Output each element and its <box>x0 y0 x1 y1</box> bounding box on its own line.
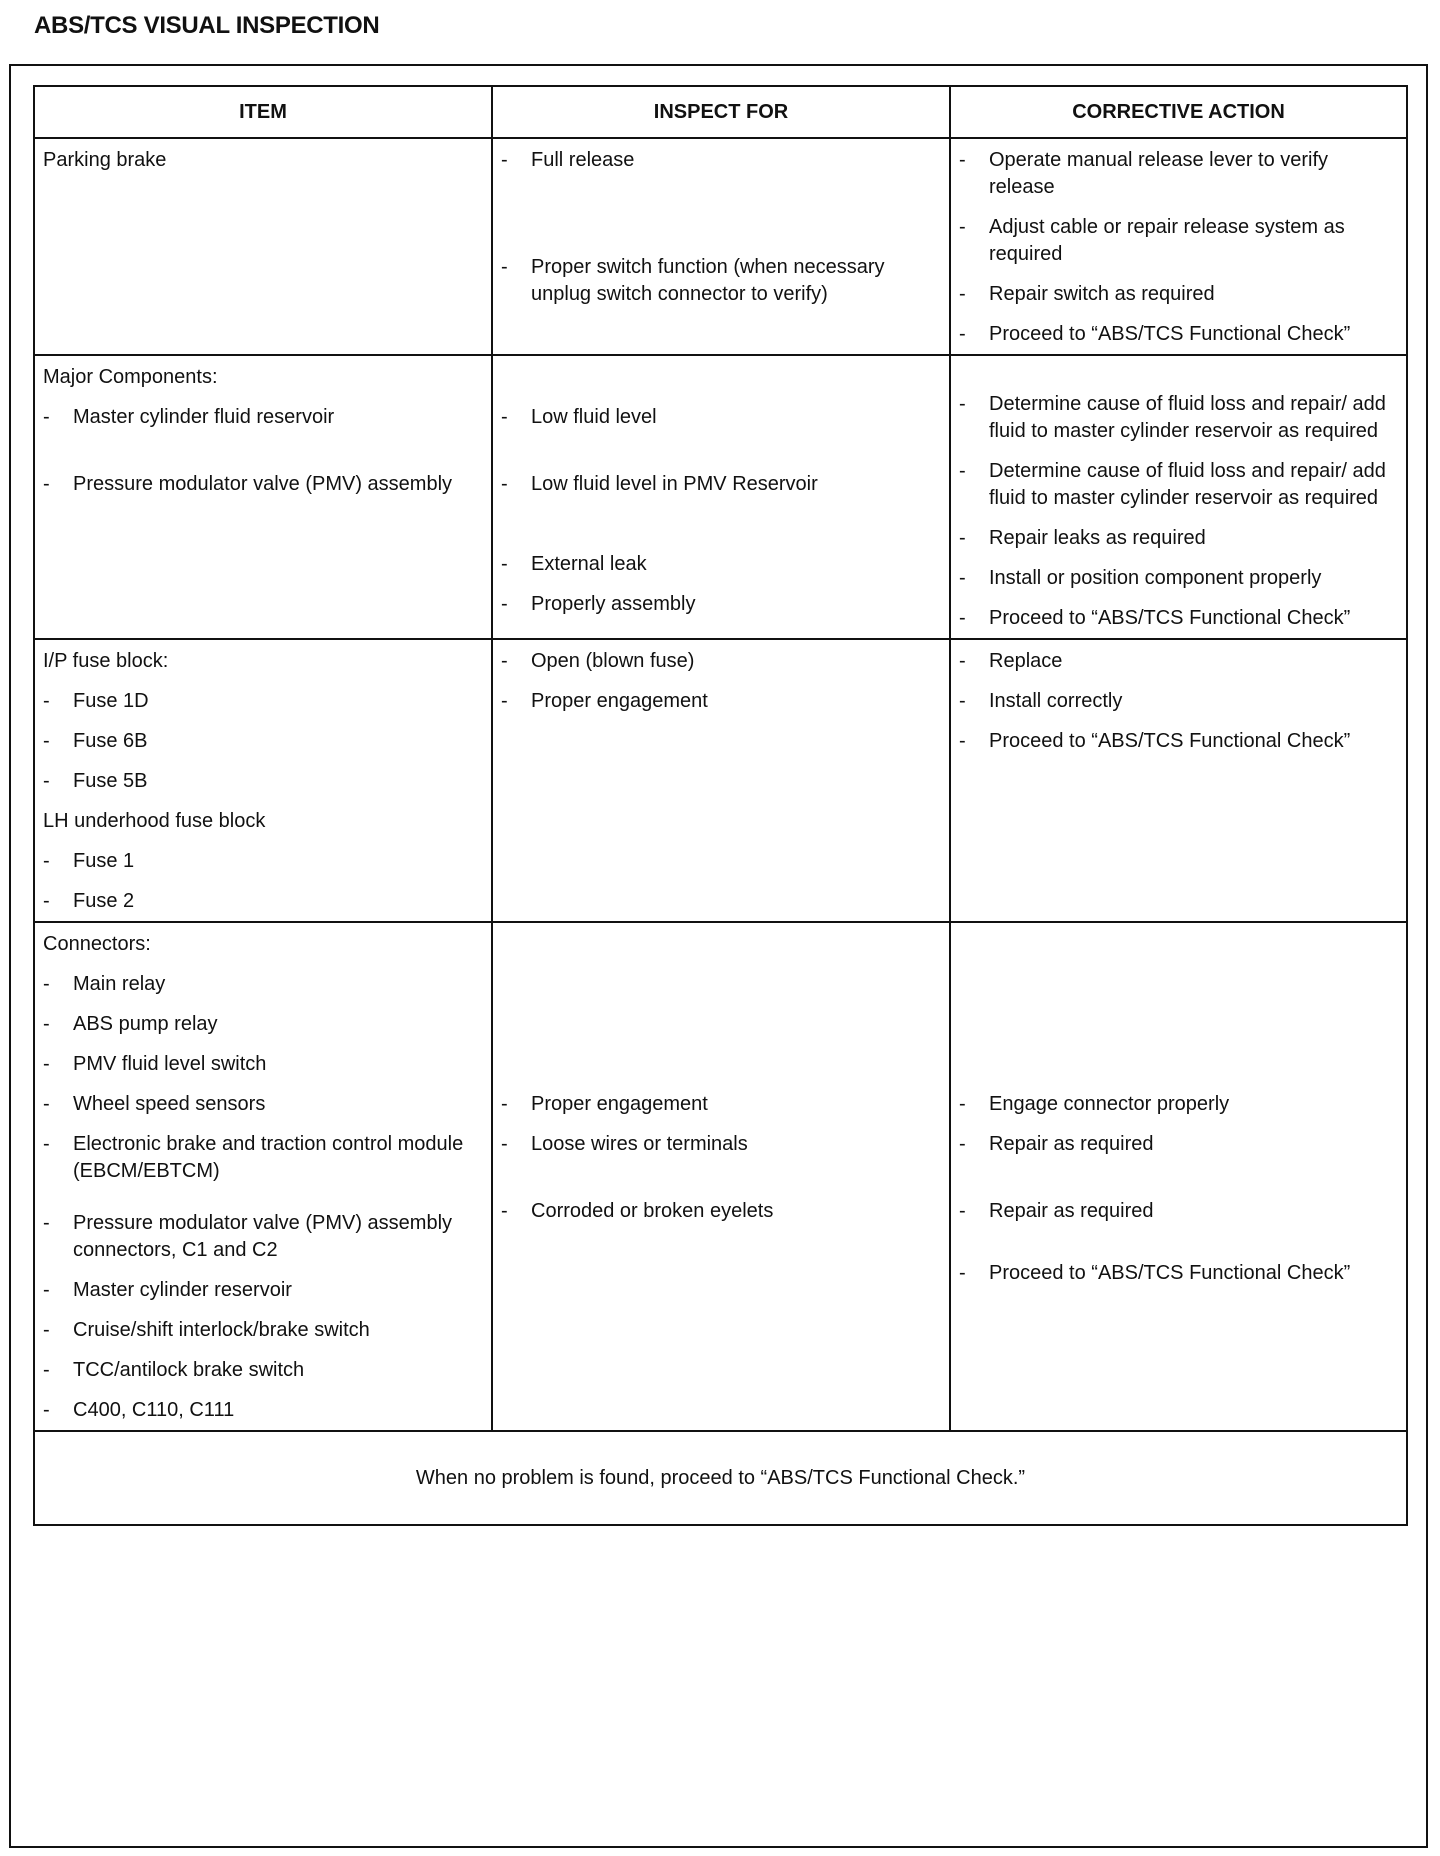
list-item: - Low fluid level in PMV Reservoir <box>501 473 818 495</box>
inspect-cell <box>492 355 950 639</box>
list-item: - Proceed to “ABS/TCS Functional Check” <box>959 607 1351 629</box>
item-cell <box>34 355 492 639</box>
item-cell <box>34 138 492 355</box>
list-item: - Properly assembly <box>501 593 696 615</box>
table-row <box>34 639 1407 922</box>
item-heading: LH underhood fuse block <box>43 810 266 832</box>
item-heading: Major Components: <box>43 366 218 388</box>
document-title: ABS/TCS VISUAL INSPECTION <box>34 12 380 39</box>
list-item: - Proper engagement <box>501 690 708 712</box>
inspection-table <box>33 85 1408 1526</box>
table-row <box>34 922 1407 1431</box>
list-item: - Adjust cable or repair release system as required <box>959 216 1345 265</box>
list-item: - Corroded or broken eyelets <box>501 1200 774 1222</box>
footer-note: When no problem is found, proceed to “ABS/TCS Functional Check.” <box>34 1431 1407 1525</box>
list-item: - Repair switch as required <box>959 283 1215 305</box>
item-cell <box>34 639 492 922</box>
list-item: - Engage connector properly <box>959 1093 1230 1115</box>
list-item: - Main relay <box>43 973 166 995</box>
header-inspect-for: INSPECT FOR <box>492 86 950 138</box>
list-item: - Repair as required <box>959 1133 1154 1155</box>
list-item: - Install correctly <box>959 690 1123 712</box>
action-cell <box>950 355 1407 639</box>
list-item: - Fuse 6B <box>43 730 148 752</box>
list-item: - C400, C110, C111 <box>43 1399 235 1421</box>
list-item: - Fuse 1 <box>43 850 135 872</box>
list-item: - Operate manual release lever to verify release <box>959 149 1329 198</box>
list-item: - Repair as required <box>959 1200 1154 1222</box>
header-corrective-action: CORRECTIVE ACTION <box>950 86 1407 138</box>
table-row <box>34 138 1407 355</box>
list-item: - Proceed to “ABS/TCS Functional Check” <box>959 1262 1351 1284</box>
list-item: - Loose wires or terminals <box>501 1133 748 1155</box>
item-heading: Parking brake <box>43 149 167 171</box>
list-item: - ABS pump relay <box>43 1013 218 1035</box>
list-item: - PMV fluid level switch <box>43 1053 267 1075</box>
action-cell <box>950 138 1407 355</box>
table-row <box>34 355 1407 639</box>
table-footer-row <box>34 1431 1407 1525</box>
list-item: - Full release <box>501 149 635 171</box>
list-item: - Master cylinder reservoir <box>43 1279 292 1301</box>
list-item: - Repair leaks as required <box>959 527 1206 549</box>
list-item: - Cruise/shift interlock/brake switch <box>43 1319 370 1341</box>
list-item: - Wheel speed sensors <box>43 1093 266 1115</box>
list-item: - Proceed to “ABS/TCS Functional Check” <box>959 730 1351 752</box>
list-item: - Fuse 2 <box>43 890 135 912</box>
list-item: - TCC/antilock brake switch <box>43 1359 305 1381</box>
list-item: - Fuse 5B <box>43 770 148 792</box>
list-item: - Determine cause of fluid loss and repair/ add fluid to master cylinder reservoir as required <box>959 460 1386 509</box>
action-cell <box>950 922 1407 1431</box>
list-item: - Proper engagement <box>501 1093 708 1115</box>
list-item: - Determine cause of fluid loss and repair/ add fluid to master cylinder reservoir as required <box>959 393 1386 442</box>
list-item: - Proceed to “ABS/TCS Functional Check” <box>959 323 1351 345</box>
item-cell <box>34 922 492 1431</box>
inspect-cell <box>492 922 950 1431</box>
list-item: - Low fluid level <box>501 406 657 428</box>
header-item: ITEM <box>34 86 492 138</box>
list-item: - Open (blown fuse) <box>501 650 695 672</box>
list-item: - Install or position component properly <box>959 567 1322 589</box>
list-item: - Master cylinder fluid reservoir <box>43 406 335 428</box>
list-item: - Proper switch function (when necessary unplug switch connector to verify) <box>501 256 885 305</box>
item-heading: I/P fuse block: <box>43 650 169 672</box>
inspect-cell <box>492 138 950 355</box>
list-item: - Fuse 1D <box>43 690 149 712</box>
list-item: - Electronic brake and traction control module (EBCM/EBTCM) <box>43 1133 464 1182</box>
item-heading: Connectors: <box>43 933 151 955</box>
action-cell <box>950 639 1407 922</box>
list-item: - External leak <box>501 553 647 575</box>
inspect-cell <box>492 639 950 922</box>
list-item: - Pressure modulator valve (PMV) assembly connectors, C1 and C2 <box>43 1212 453 1261</box>
table-header-row <box>34 86 1407 138</box>
list-item: - Replace <box>959 650 1063 672</box>
list-item: - Pressure modulator valve (PMV) assembly <box>43 473 453 495</box>
